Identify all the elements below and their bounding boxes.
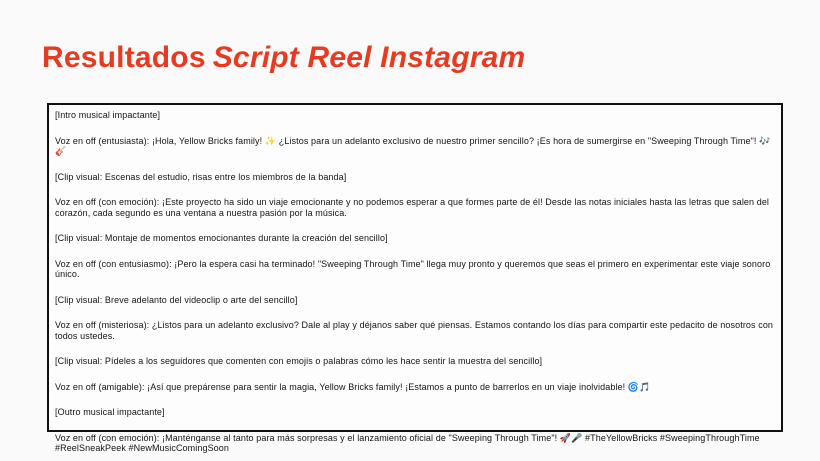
script-paragraph-clip-4: [Clip visual: Pídeles a los seguidores que comenten con emojis o palabras cómo les hace sentir la muestra del sencillo] (55, 356, 543, 366)
script-box (47, 103, 783, 453)
script-paragraph-voiceover-amigable: Voz en off (amigable): ¡Así que prepárense para sentir la magia, Yellow Bricks family! ¡Estamos a punto de barrerlos en un viaje inolvidable! 🌀🎵 (55, 381, 651, 392)
page-title-emphasis: Script Reel Instagram (212, 41, 526, 75)
page-title (42, 41, 525, 75)
page-title-regular: Resultados (42, 41, 206, 75)
script-paragraph-voiceover-misteriosa: Voz en off (misteriosa): ¿Listos para un adelanto exclusivo? Dale al play y déjanos saber qué piensas. Estamos contando los días para compartir este pedacito de nosotros con todos ustedes. (55, 320, 774, 341)
script-paragraph-intro: [Intro musical impactante] (55, 110, 161, 120)
script-paragraph-voiceover-final: Voz en off (con emoción): ¡Manténganse al tanto para más sorpresas y el lanzamiento oficial de "Sweeping Through Time"! 🚀🎤 #TheYellowBricks #SweepingThroughTime #ReelSneakPeek #NewMusicComingSoon (55, 432, 760, 453)
script-paragraph-voiceover-entusiasmo: Voz en off (con entusiasmo): ¡Pero la espera casi ha terminado! "Sweeping Through Time" llega muy pronto y queremos que seas el primero en experimentar este viaje sonoro único. (55, 258, 771, 279)
script-paragraph-clip-3: [Clip visual: Breve adelanto del videoclip o arte del sencillo] (55, 294, 298, 305)
script-paragraph-clip-1: [Clip visual: Escenas del estudio, risas entre los miembros de la banda] (55, 171, 347, 182)
script-paragraph-outro: [Outro musical impactante] (55, 407, 165, 417)
script-paragraph-voiceover-emocion: Voz en off (con emoción): ¡Este proyecto ha sido un viaje emocionante y no podemos esperar a que formes parte de él! Desde las notas iniciales hasta las letras que salen del corazón, cada segundo es una ventana a nuestra pasión por la música. (55, 197, 770, 218)
script-paragraph-voiceover-entusiasta: Voz en off (entusiasta): ¡Hola, Yellow Bricks family! ✨ ¿Listos para un adelanto exclusivo de nuestro primer sencillo? ¡Es hora de sumergirse en "Sweeping Through Time"! 🎶🎸 (55, 135, 771, 156)
script-paragraph-clip-2: [Clip visual: Montaje de momentos emocionantes durante la creación del sencillo] (55, 233, 388, 243)
